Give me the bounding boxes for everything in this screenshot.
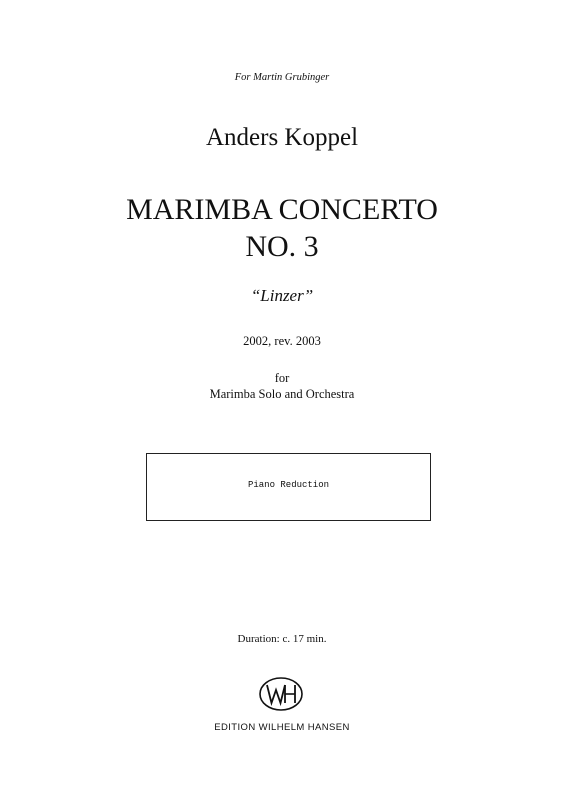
publisher-name: EDITION WILHELM HANSEN: [214, 722, 350, 733]
instrumentation: Marimba Solo and Orchestra: [209, 387, 355, 401]
title-line-1: MARIMBA CONCERTO: [126, 193, 438, 226]
title-line-2: NO. 3: [245, 230, 319, 263]
publisher-logo-icon: [258, 676, 304, 712]
composer-name: Anders Koppel: [205, 124, 359, 151]
duration: Duration: c. 17 min.: [237, 633, 327, 645]
dedication: For Martin Grubinger: [234, 72, 330, 83]
composition-dates: 2002, rev. 2003: [243, 334, 321, 348]
edition-type-label: Piano Reduction: [247, 480, 329, 490]
for-label: for: [274, 371, 290, 385]
edition-type-box: [146, 453, 431, 521]
subtitle: “Linzer”: [250, 286, 314, 305]
